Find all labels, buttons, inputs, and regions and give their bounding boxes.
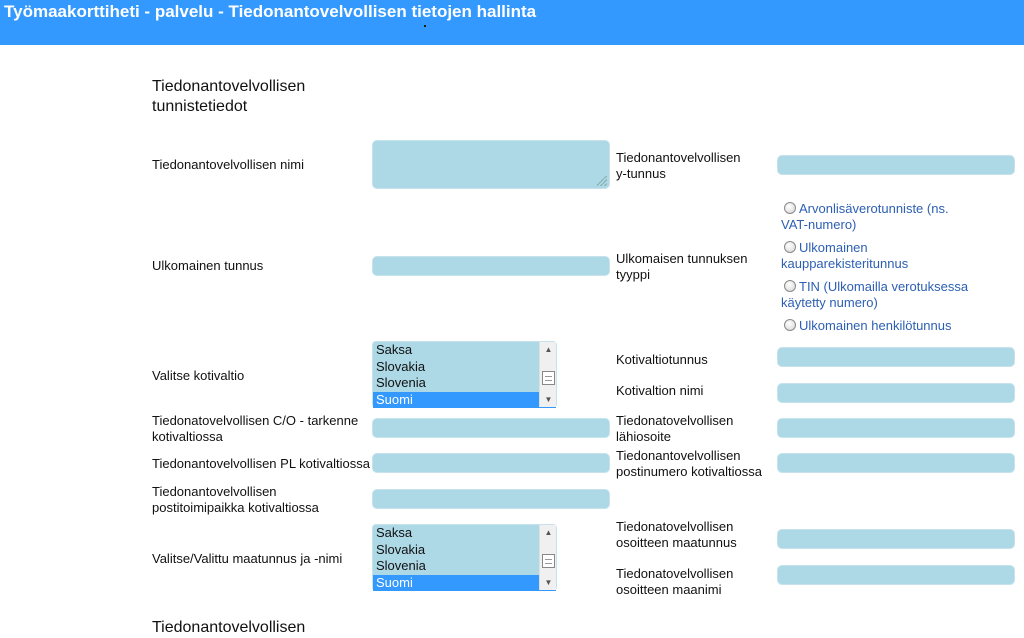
addr-country-code-label-line1: Tiedonatovelvollisen [616,519,734,534]
list-option-selected[interactable]: Suomi [373,392,556,409]
post-office-label-line1: Tiedonantovelvollisen [152,484,277,499]
addr-country-name-label-line1: Tiedonatovelvollisen [616,566,734,581]
list-option[interactable]: Slovenia [376,375,426,390]
list-option[interactable]: Slovenia [376,558,426,573]
listbox-scrollbar[interactable] [539,342,556,407]
radio-option-personal-id[interactable] [784,318,951,334]
radio-option-vat[interactable] [784,201,949,217]
radio-option-tin[interactable] [784,279,968,295]
radio-icon[interactable] [784,319,796,331]
id-type-label [616,251,748,283]
addr-country-code-input[interactable] [777,529,1015,549]
street-input[interactable] [777,418,1015,438]
id-type-label-line2: tyyppi [616,267,650,282]
scroll-down-icon[interactable]: ▼ [544,578,553,587]
country-code-input[interactable] [777,347,1015,367]
country-code-label: Kotivaltiotunnus [616,352,708,367]
radio-icon[interactable] [784,241,796,253]
section-title-line1: Tiedonantovelvollisen [152,78,306,95]
list-option[interactable]: Saksa [376,342,413,357]
street-label [616,413,733,445]
list-option[interactable]: Slovakia [376,541,426,557]
business-id-label [616,150,741,182]
radio-option-trade-register-line1: Ulkomainen [799,240,868,255]
resize-grip-icon[interactable] [597,176,607,186]
co-label [152,413,358,445]
radio-option-tin-line1: TIN (Ulkomailla verotuksessa [799,279,969,294]
header-bar [0,0,1024,45]
post-office-input[interactable] [372,489,610,509]
co-input[interactable] [372,418,610,438]
listbox-scrollbar[interactable] [539,525,556,590]
next-section-title: Tiedonantovelvollisen [152,619,306,636]
postcode-label [616,448,762,480]
po-box-input[interactable] [372,453,610,473]
po-box-label: Tiedonantovelvollisen PL kotivaltiossa [152,456,370,471]
radio-option-vat-line1: Arvonlisäverotunniste (ns. [799,201,949,216]
header-dot [424,25,426,27]
addr-country-name-input[interactable] [777,565,1015,585]
radio-icon[interactable] [784,202,796,214]
post-office-label [152,484,319,516]
page-title: Työmaakorttiheti - palvelu - Tiedonantovelvollisen tietojen hallinta [4,2,537,21]
section-title [152,77,305,117]
radio-icon[interactable] [784,280,796,292]
radio-option-trade-register[interactable] [784,240,868,256]
scroll-thumb[interactable] [542,371,555,385]
country-code-listbox[interactable] [372,524,557,591]
radio-option-tin-line2: käytetty numero) [781,295,878,310]
radio-option-personal-id-line1: Ulkomainen henkilötunnus [799,318,952,333]
country-name-input[interactable] [777,383,1015,403]
business-id-label-line2: y-tunnus [616,166,666,181]
scroll-up-icon[interactable]: ▲ [544,345,553,354]
postcode-label-line1: Tiedonantovelvollisen [616,448,741,463]
business-id-label-line1: Tiedonantovelvollisen [616,150,741,165]
foreign-id-input[interactable] [372,256,610,276]
post-office-label-line2: postitoimipaikka kotivaltiossa [152,500,319,515]
addr-country-code-label-line2: osoitteen maatunnus [616,535,737,550]
country-select-label: Valitse kotivaltio [152,368,245,383]
scroll-thumb[interactable] [542,554,555,568]
radio-option-vat-line2: VAT-numero) [781,217,857,232]
scroll-up-icon[interactable]: ▲ [544,528,553,537]
postcode-input[interactable] [777,453,1015,473]
radio-option-trade-register-line2: kaupparekisteritunnus [781,256,909,271]
list-option[interactable]: Saksa [376,525,413,540]
scroll-down-icon[interactable]: ▼ [544,395,553,404]
list-option[interactable]: Slovakia [376,358,426,374]
list-option-selected[interactable]: Suomi [373,575,556,592]
name-label: Tiedonantovelvollisen nimi [152,157,304,172]
co-label-line1: Tiedonatovelvollisen C/O - tarkenne [152,413,359,428]
business-id-input[interactable] [777,155,1015,175]
street-label-line1: Tiedonatovelvollisen [616,413,734,428]
foreign-id-label: Ulkomainen tunnus [152,258,264,273]
country-listbox[interactable] [372,341,557,408]
name-textarea[interactable] [372,140,610,189]
co-label-line2: kotivaltiossa [152,429,223,444]
country-name-label: Kotivaltion nimi [616,383,704,398]
addr-country-name-label [616,566,733,598]
addr-country-name-label-line2: osoitteen maanimi [616,582,722,597]
id-type-label-line1: Ulkomaisen tunnuksen [616,251,748,266]
postcode-label-line2: postinumero kotivaltiossa [616,464,762,479]
street-label-line2: lähiosoite [616,429,671,444]
section-title-line2: tunnistetiedot [152,98,248,115]
addr-country-code-label [616,519,737,551]
country-code-select-label: Valitse/Valittu maatunnus ja -nimi [152,551,343,566]
